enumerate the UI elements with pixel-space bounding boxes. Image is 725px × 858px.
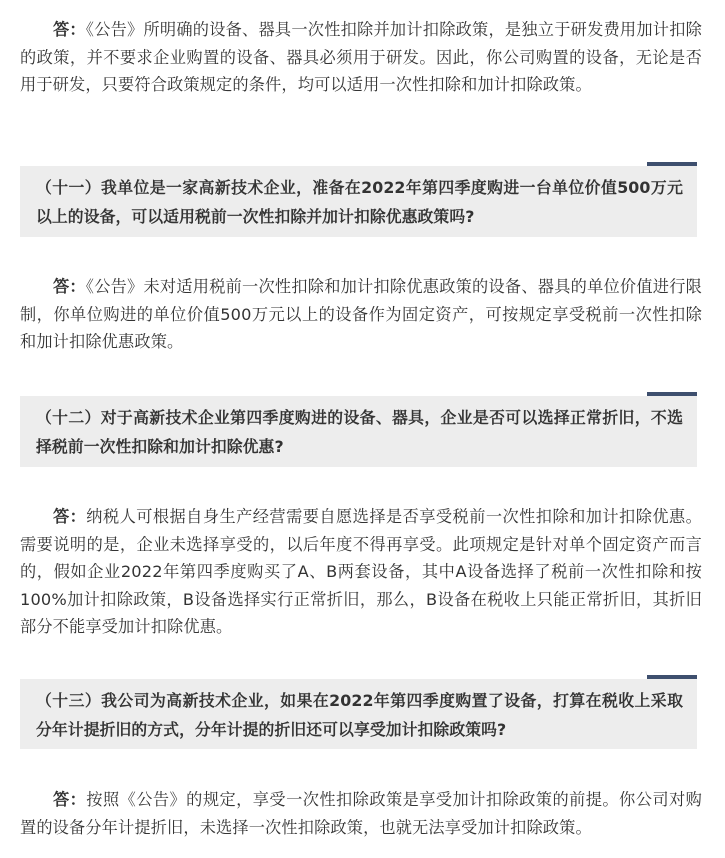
answer-paragraph-2	[20, 273, 702, 356]
answer-paragraph-3	[20, 503, 702, 641]
answer-text-2: 《公告》未对适用税前一次性扣除和加计扣除优惠政策的设备、器具的单位价值进行限制，你单位购进的单位价值500万元以上的设备作为固定资产，可按规定享受税前一次性扣除和加计扣除优惠政策。	[20, 277, 702, 351]
question-accent-bar	[647, 392, 697, 396]
question-box-13	[20, 679, 697, 749]
answer-paragraph-4	[20, 786, 702, 841]
answer-paragraph-1	[20, 16, 702, 99]
answer-label: 答：	[53, 790, 87, 809]
question-box-12	[20, 396, 697, 467]
answer-label: 答：	[53, 277, 86, 296]
answer-text-1: 《公告》所明确的设备、器具一次性扣除并加计扣除政策，是独立于研发费用加计扣除的政策，并不要求企业购置的设备、器具必须用于研发。因此，你公司购置的设备，无论是否用于研发，只要符合政策规定的条件，均可以适用一次性扣除和加计扣除政策。	[20, 20, 702, 94]
question-accent-bar	[647, 675, 697, 679]
answer-label: 答：	[53, 507, 87, 526]
question-accent-bar	[647, 162, 697, 166]
question-text-12: （十二）对于高新技术企业第四季度购进的设备、器具，企业是否可以选择正常折旧，不选择税前一次性扣除和加计扣除优惠?	[36, 408, 683, 456]
question-text-13: （十三）我公司为高新技术企业，如果在2022年第四季度购置了设备，打算在税收上采取分年计提折旧的方式，分年计提的折旧还可以享受加计扣除政策吗?	[36, 691, 683, 739]
question-text-11: （十一）我单位是一家高新技术企业，准备在2022年第四季度购进一台单位价值500万元以上的设备，可以适用税前一次性扣除并加计扣除优惠政策吗?	[36, 178, 683, 226]
answer-text-3: 纳税人可根据自身生产经营需要自愿选择是否享受税前一次性扣除和加计扣除优惠。需要说明的是，企业未选择享受的，以后年度不得再享受。此项规定是针对单个固定资产而言的，假如企业2022年第四季度购买了A、B两套设备，其中A设备选择了税前一次性扣除和按100%加计扣除政策，B设备选择实行正常折旧，那么，B设备在税收上只能正常折旧，其折旧部分不能享受加计扣除优惠。	[20, 507, 702, 636]
answer-label: 答：	[53, 20, 86, 39]
answer-text-4: 按照《公告》的规定，享受一次性扣除政策是享受加计扣除政策的前提。你公司对购置的设备分年计提折旧，未选择一次性扣除政策，也就无法享受加计扣除政策。	[20, 790, 702, 837]
question-box-11	[20, 166, 697, 237]
